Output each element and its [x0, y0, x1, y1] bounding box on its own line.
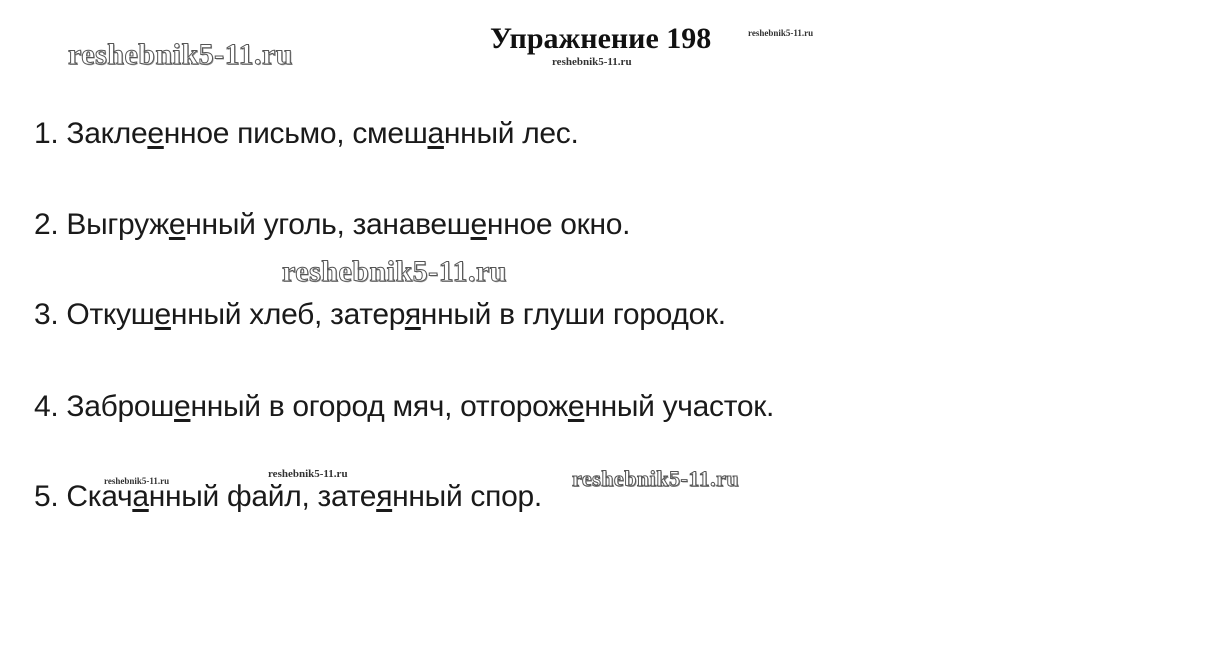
underlined-letter: е — [168, 208, 186, 241]
line-text: нный в огород мяч, отгорож — [190, 390, 568, 423]
watermark-bottom-center: reshebnik5-11.ru — [268, 468, 348, 480]
line-text: нное окно. — [486, 208, 631, 241]
underlined-letter: е — [154, 298, 171, 331]
line-text: нный спор. — [392, 480, 542, 513]
exercise-line-1 — [34, 117, 579, 151]
line-text: Закле — [66, 117, 148, 150]
underlined-letter: а — [427, 117, 444, 150]
watermark-top-left: reshebnik5-11.ru — [68, 38, 293, 71]
exercise-line-5 — [34, 480, 542, 514]
underlined-letter: е — [567, 390, 585, 423]
line-text: Откуш — [66, 298, 155, 331]
line-text: нный уголь, занавеш — [185, 208, 471, 241]
line-number: 5. — [34, 480, 59, 513]
underlined-letter: е — [470, 208, 487, 241]
exercise-line-2 — [34, 208, 630, 242]
watermark-title-sub: reshebnik5-11.ru — [552, 56, 632, 68]
line-text: нный лес. — [443, 117, 579, 150]
line-number: 4. — [34, 390, 59, 423]
line-text: нное письмо, смеш — [163, 117, 428, 150]
line-number: 2. — [34, 208, 59, 241]
line-number: 1. — [34, 117, 59, 150]
watermark-middle: reshebnik5-11.ru — [282, 255, 507, 288]
watermark-title-sup: reshebnik5-11.ru — [748, 28, 814, 38]
watermark-bottom-left: reshebnik5-11.ru — [104, 476, 170, 486]
underlined-letter: я — [376, 480, 393, 513]
line-text: Скач — [66, 480, 133, 513]
exercise-line-3 — [34, 298, 726, 332]
page-title: Упражнение 198 — [490, 22, 712, 55]
underlined-letter: я — [404, 298, 421, 331]
watermark-bottom-right: reshebnik5-11.ru — [572, 466, 740, 491]
underlined-letter: е — [174, 390, 191, 423]
underlined-letter: е — [147, 117, 164, 150]
line-number: 3. — [34, 298, 59, 331]
line-text: нный участок. — [584, 390, 775, 423]
line-text: Выгруж — [66, 208, 169, 241]
line-text: нный хлеб, затер — [170, 298, 405, 331]
underlined-letter: а — [132, 480, 149, 513]
line-text: Заброш — [66, 390, 175, 423]
line-text: нный файл, зате — [148, 480, 377, 513]
exercise-line-4 — [34, 390, 774, 424]
line-text: нный в глуши городок. — [420, 298, 726, 331]
